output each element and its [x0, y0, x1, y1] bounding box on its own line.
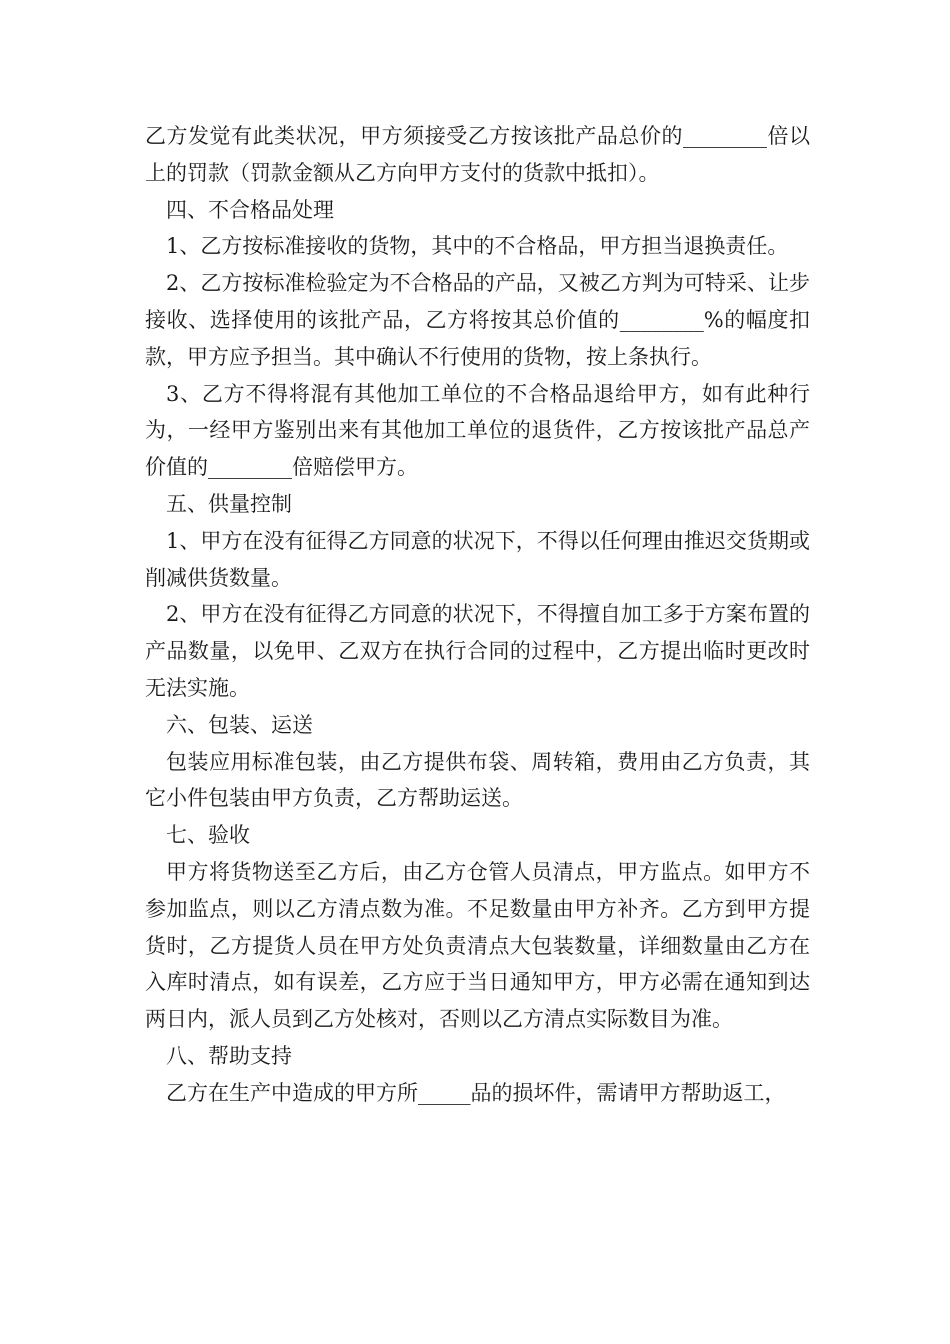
document-body: [145, 118, 810, 1112]
clause-5-1: 1、甲方在没有征得乙方同意的状况下，不得以任何理由推迟交货期或削减供货数量。: [145, 528, 810, 590]
clause-4-2: 2、乙方按标准检验定为不合格品的产品，又被乙方判为可特采、让步接收、选择使用的该批产品，乙方将按其总价值的________%的幅度扣款，甲方应予担当。其中确认不行使用的货物，按上条执行。: [145, 271, 810, 369]
section-heading-supply-control: 五、供量控制: [166, 491, 292, 516]
clause-8-body: 乙方在生产中造成的甲方所_____品的损坏件，需请甲方帮助返工，: [166, 1080, 786, 1105]
clause-4-3: 3、乙方不得将混有其他加工单位的不合格品退给甲方，如有此种行为，一经甲方鉴别出来有其他加工单位的退货件，乙方按该批产品总产价值的________倍赔偿甲方。: [145, 381, 810, 480]
paragraph-penalty-continued: 乙方发觉有此类状况，甲方须接受乙方按该批产品总价的________倍以上的罚款（罚款金额从乙方向甲方支付的货款中抵扣）。: [145, 124, 810, 185]
clause-6-body: 包装应用标准包装，由乙方提供布袋、周转箱，费用由乙方负责，其它小件包装由甲方负责，乙方帮助运送。: [145, 749, 810, 811]
section-heading-nonconforming: 四、不合格品处理: [166, 197, 334, 222]
section-heading-acceptance: 七、验收: [166, 823, 250, 848]
clause-5-2: 2、甲方在没有征得乙方同意的状况下，不得擅自加工多于方案布置的产品数量，以免甲、乙双方在执行合同的过程中，乙方提出临时更改时无法实施。: [145, 602, 810, 700]
section-heading-packaging: 六、包装、运送: [166, 712, 313, 737]
section-heading-support: 八、帮助支持: [166, 1043, 292, 1068]
clause-4-1: 1、乙方按标准接收的货物，其中的不合格品，甲方担当退换责任。: [166, 234, 789, 259]
clause-7-body: 甲方将货物送至乙方后，由乙方仓管人员清点，甲方监点。如甲方不参加监点，则以乙方清点数为准。不足数量由甲方补齐。乙方到甲方提货时，乙方提货人员在甲方处负责清点大包装数量，详细数量由乙方在入库时清点，如有误差，乙方应于当日通知甲方，甲方必需在通知到达两日内，派人员到乙方处核对，否则以乙方清点实际数目为准。: [145, 859, 810, 1032]
